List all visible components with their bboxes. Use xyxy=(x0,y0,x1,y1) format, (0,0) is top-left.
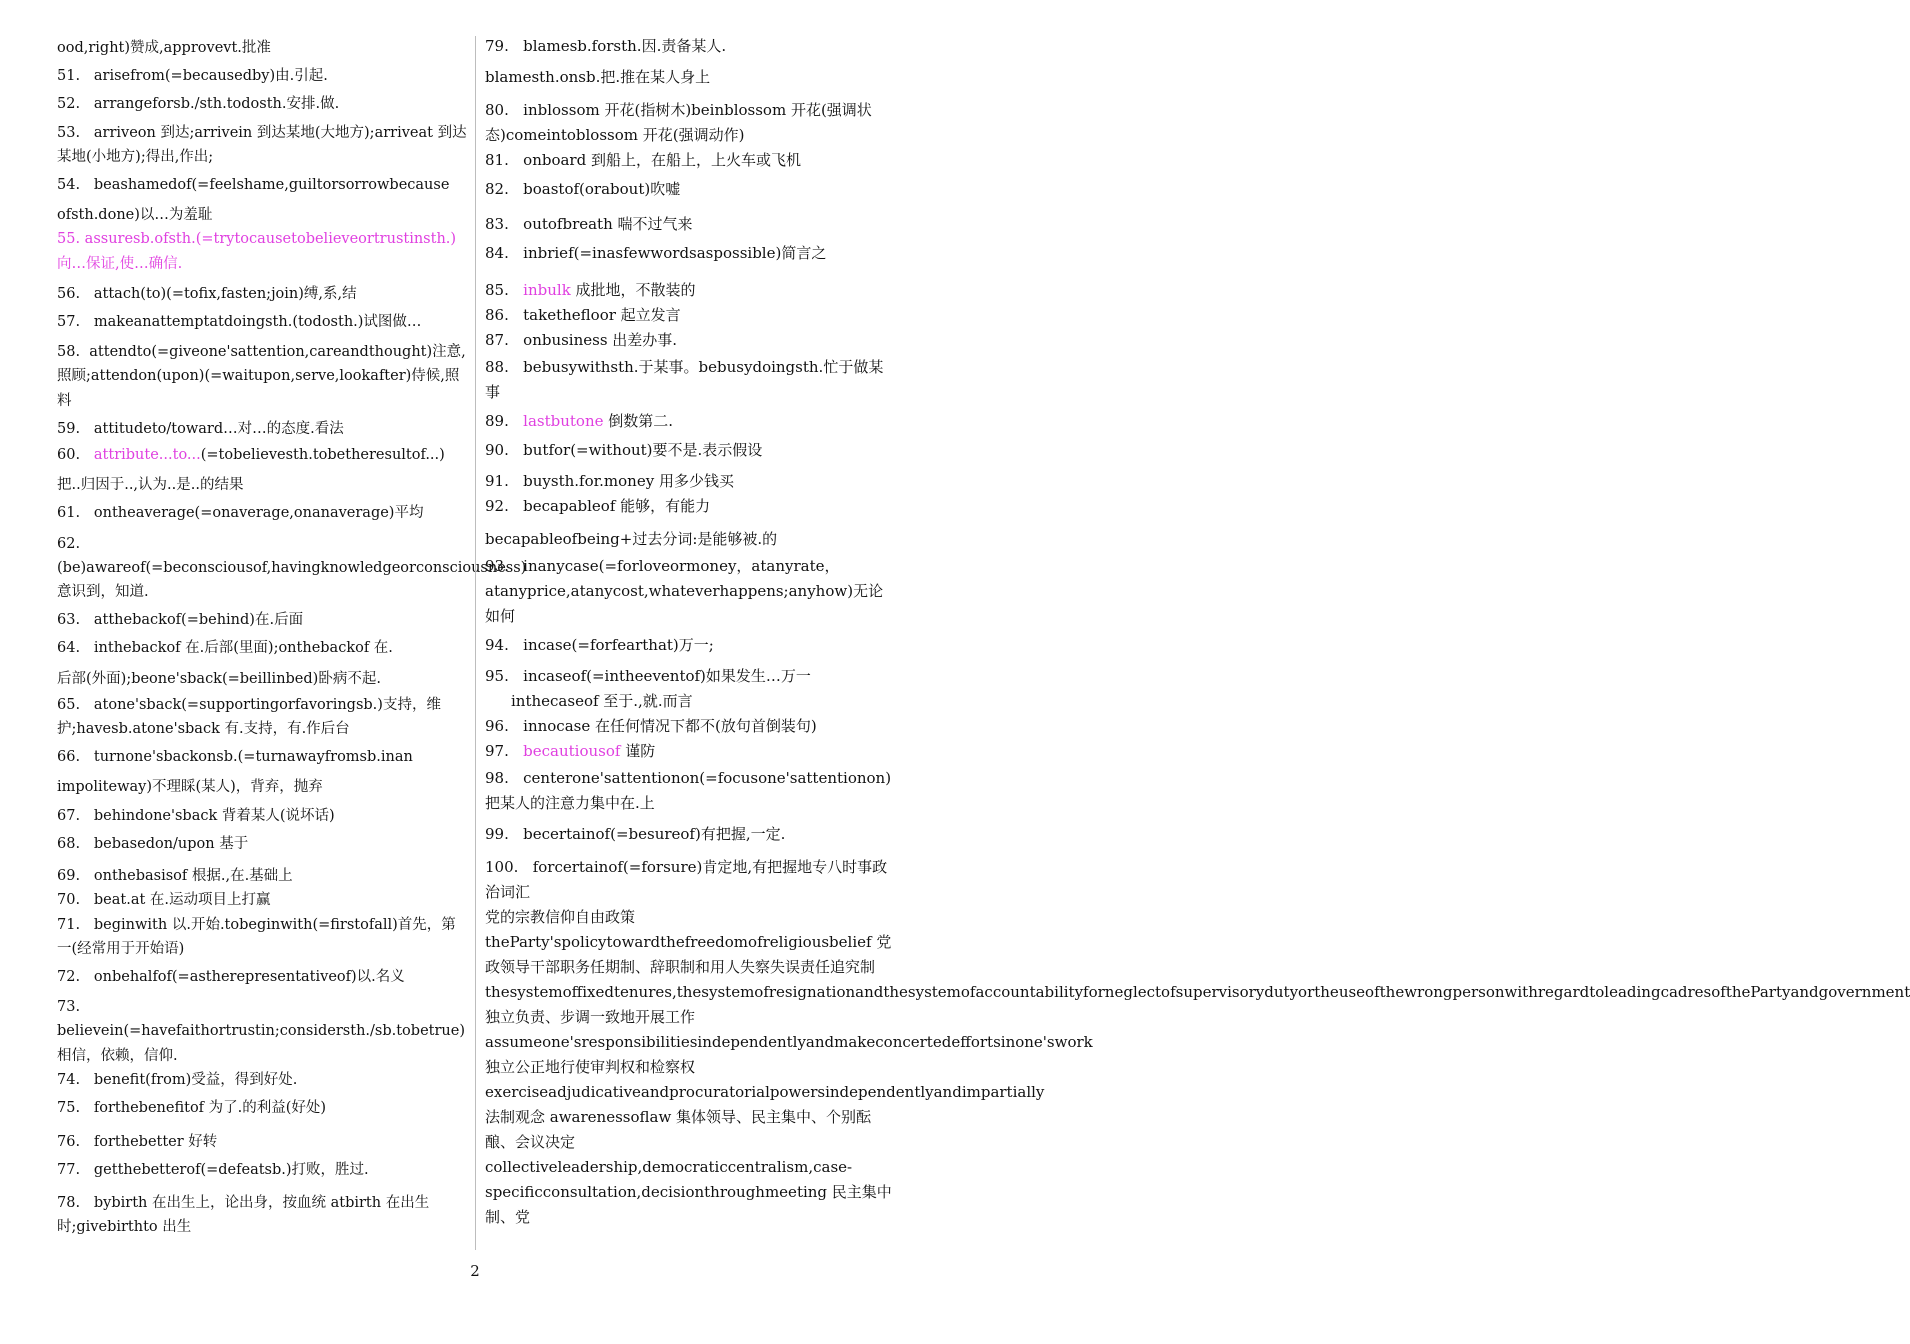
entry-text: 64. inthebackof 在.后部(里面);onthebackof 在. xyxy=(57,640,393,657)
entry-text: 94. incase(=forfearthat)万一; xyxy=(485,636,714,654)
vocab-entry xyxy=(485,822,895,847)
vocab-entry xyxy=(57,473,467,497)
vocab-entry xyxy=(57,636,467,660)
entry-text: 56. attach(to)(=tofix,fasten;join)缚,系,结 xyxy=(57,285,357,302)
entry-text: 91. buysth.for.money 用多少钱买 xyxy=(485,472,734,490)
vocab-entry xyxy=(485,438,895,463)
entry-text: 59. attitudeto/toward…对…的态度.看法 xyxy=(57,420,344,437)
entry-text: 58. attendto(=giveone'sattention,careandthought)注意,照顾;attendon(upon)(=waitupon,serve,lookafter)侍候,照料 xyxy=(57,344,466,409)
vocab-entry xyxy=(57,1068,467,1092)
entry-text: ood,right)赞成,approvevt.批准 xyxy=(57,40,271,56)
entry-number: 60. xyxy=(57,447,94,464)
entry-number: 89. xyxy=(485,412,524,430)
entry-text: theParty'spolicytowardthefreedomofreligiousbelief 党政领导干部职务任期制、辞职制和用人失察失误责任追究制 xyxy=(485,933,892,976)
vocab-entry xyxy=(485,34,895,59)
entry-text: 80. inblossom 开花(指树木)beinblossom 开花(强调状态)comeintoblossom 开花(强调动作) xyxy=(485,101,872,144)
entry-text: 84. inbrief(=inasfewwordsaspossible)简言之 xyxy=(485,244,827,262)
entry-number: 97. xyxy=(485,742,524,760)
entry-text: 76. forthebetter 好转 xyxy=(57,1134,218,1151)
entry-text: 70. beat.at 在.运动项目上打赢 xyxy=(57,892,271,909)
vocab-entry xyxy=(57,92,467,116)
vocab-entry xyxy=(485,65,895,90)
entry-text: 88. bebusywithsth.于某事。bebusydoingsth.忙于做某事 xyxy=(485,358,884,401)
vocab-entry xyxy=(57,36,467,60)
vocab-entry xyxy=(57,1130,467,1154)
entry-text: 71. beginwith 以.开始.tobeginwith(=firstofall)首先，第一(经常用于开始语) xyxy=(57,916,456,957)
entry-text: (=tobelievesth.tobetheresultof...) xyxy=(200,447,445,464)
entry-text: 69. onthebasisof 根据.,在.基础上 xyxy=(57,868,293,885)
vocab-entry xyxy=(485,1030,1098,1080)
vocab-entry xyxy=(485,469,895,494)
vocab-entry xyxy=(57,1191,467,1239)
vocab-entry xyxy=(57,913,467,961)
vocab-entry xyxy=(485,766,895,816)
vocab-entry xyxy=(485,494,895,519)
entry-text: 93. inanycase(=forloveormoney，atanyrate，atanyprice,atanycost,whateverhappens;anyhow)无论如何 xyxy=(485,557,884,625)
entry-number: 85. xyxy=(485,281,524,299)
vocab-entry xyxy=(57,443,467,467)
vocab-entry xyxy=(485,1080,1050,1155)
vocab-entry xyxy=(485,278,895,303)
entry-text: 51. arisefrom(=becausedby)由.引起. xyxy=(57,68,328,85)
vocab-entry xyxy=(485,664,895,689)
entry-text: 87. onbusiness 出差办事. xyxy=(485,331,678,349)
entry-text: 倒数第二. xyxy=(603,412,674,430)
vocab-entry xyxy=(485,633,895,658)
page-number: 2 xyxy=(470,1262,480,1280)
vocab-entry xyxy=(57,804,467,828)
entry-text: becapableofbeing+过去分词:是能够被.的 xyxy=(485,530,778,548)
entry-text: ofsth.done)以…为羞耻 xyxy=(57,207,213,224)
vocab-entry xyxy=(57,310,467,334)
highlighted-phrase: becautiousof xyxy=(523,742,621,760)
entry-text: 66. turnone'sbackonsb.(=turnawayfromsb.inan xyxy=(57,749,413,766)
vocab-entry xyxy=(57,965,467,989)
vocab-entry xyxy=(57,693,467,741)
vocab-entry xyxy=(485,527,895,552)
highlighted-phrase: 55. assuresb.ofsth.(=trytocausetobelieveortrustinsth.)向…保证,使…确信. xyxy=(57,231,457,272)
entry-text: blamesth.onsb.把.推在某人身上 xyxy=(485,68,711,86)
entry-text: 75. forthebenefitof 为了.的利益(好处) xyxy=(57,1099,327,1116)
right-column xyxy=(485,30,1910,1230)
vocab-entry xyxy=(57,745,467,769)
vocab-entry xyxy=(485,177,895,202)
entry-text: 52. arrangeforsb./sth.todosth.安排.做. xyxy=(57,96,340,113)
entry-text: 74. benefit(from)受益，得到好处. xyxy=(57,1071,298,1088)
entry-text: 96. innocase 在任何情况下都不(放句首倒装句) xyxy=(485,717,817,735)
vocab-entry xyxy=(485,739,895,764)
vocab-entry xyxy=(57,173,467,197)
vocab-entry xyxy=(485,930,895,980)
vocab-entry xyxy=(485,148,895,173)
entry-text: thesystemoffixedtenures,thesystemofresignationandthesystemofaccountabilityforneglectofsupervisorydutyortheuseofthewrongpersonwithregardtoleadingcadresofthePartyandgovernment 独立负责、步调一致地开展工作 xyxy=(485,983,1910,1026)
vocab-entry xyxy=(485,409,895,434)
vocab-entry xyxy=(485,303,895,328)
entry-text: 77. getthebetterof(=defeatsb.)打败，胜过. xyxy=(57,1162,369,1179)
vocab-entry xyxy=(485,554,895,629)
vocab-entry xyxy=(57,203,467,227)
highlighted-phrase: lastbutone xyxy=(523,412,604,430)
vocab-entry xyxy=(57,832,467,856)
entry-text: 63. atthebackof(=behind)在.后面 xyxy=(57,612,304,629)
vocab-entry xyxy=(485,1155,895,1230)
vocab-entry xyxy=(57,995,467,1068)
entry-text: 把..归因于..,认为..是..的结果 xyxy=(57,477,244,494)
vocab-entry xyxy=(57,227,467,275)
entry-text: inthecaseof 至于.,就.而言 xyxy=(511,692,693,710)
entry-text: 86. takethefloor 起立发言 xyxy=(485,306,681,324)
highlighted-phrase: attribute...to... xyxy=(93,447,201,464)
vocab-entry xyxy=(57,888,467,912)
entry-text: 53. arriveon 到达;arrivein 到达某地(大地方);arriveat 到达某地(小地方);得出,作出; xyxy=(57,124,467,165)
vocab-entry xyxy=(57,121,467,169)
entry-text: 95. incaseof(=intheeventof)如果发生…万一 xyxy=(485,667,811,685)
vocab-entry xyxy=(485,905,895,930)
entry-text: 83. outofbreath 喘不过气来 xyxy=(485,215,693,233)
entry-text: 62. (be)awareof(=beconsciousof,havingknowledgeorconsciousness)意识到，知道. xyxy=(57,535,527,601)
entry-text: 98. centerone'sattentionon(=focusone'sattentionon)把某人的注意力集中在.上 xyxy=(485,769,892,812)
vocab-entry xyxy=(57,282,467,306)
vocab-entry xyxy=(57,608,467,632)
entry-text: 81. onboard 到船上，在船上，上火车或飞机 xyxy=(485,151,801,169)
entry-text: 65. atone'sback(=supportingorfavoringsb.)支持，维护;havesb.atone'sback 有.支持，有.作后台 xyxy=(57,696,441,738)
entry-text: exerciseadjudicativeandprocuratorialpowersindependentlyandimpartially 法制观念 awarenessoflaw 集体领导、民主集中、个别酝酿、会议决定 xyxy=(485,1083,1050,1151)
entry-text: assumeone'sresponsibilitiesindependentlyandmakeconcertedeffortsinone'swork 独立公正地行使审判权和检察权 xyxy=(485,1033,1098,1076)
vocab-entry xyxy=(57,64,467,88)
vocab-entry xyxy=(485,855,895,905)
vocab-entry xyxy=(57,1096,467,1120)
entry-text: 82. boastof(orabout)吹嘘 xyxy=(485,180,681,198)
entry-text: collectiveleadership,democraticcentralism,case-specificconsultation,decisionthroughmeeting 民主集中制、党 xyxy=(485,1158,892,1226)
entry-text: 100. forcertainof(=forsure)肯定地,有把握地专八时事政治词汇 xyxy=(485,858,888,901)
entry-text: 73. believein(=havefaithortrustin;considersth./sb.tobetrue)相信，依赖，信仰. xyxy=(57,999,465,1064)
entry-text: 61. ontheaverage(=onaverage,onanaverage)平均 xyxy=(57,505,424,522)
entry-text: 99. becertainof(=besureof)有把握,一定. xyxy=(485,825,786,843)
entry-text: 成批地，不散装的 xyxy=(570,281,696,299)
entry-text: 党的宗教信仰自由政策 xyxy=(485,908,636,926)
entry-text: impoliteway)不理睬(某人)，背弃，抛弃 xyxy=(57,779,323,796)
vocab-entry xyxy=(57,340,467,413)
entry-text: 谨防 xyxy=(620,742,656,760)
vocab-entry xyxy=(57,532,527,605)
vocab-entry xyxy=(57,501,467,525)
vocab-entry xyxy=(485,980,1910,1030)
vocab-entry xyxy=(485,212,895,237)
vocab-entry xyxy=(485,328,895,353)
vocab-entry xyxy=(485,98,895,148)
entry-text: 78. bybirth 在出生上，论出身，按血统 atbirth 在出生时;givebirthto 出生 xyxy=(57,1194,430,1235)
vocab-entry xyxy=(57,667,467,691)
entry-text: 67. behindone'sback 背着某人(说坏话) xyxy=(57,807,335,824)
vocab-entry xyxy=(57,864,467,888)
entry-text: 54. beashamedof(=feelshame,guiltorsorrowbecause xyxy=(57,177,450,194)
entry-text: 92. becapableof 能够，有能力 xyxy=(485,497,711,515)
vocab-entry xyxy=(485,241,895,266)
entry-text: 57. makeanattemptatdoingsth.(todosth.)试图做… xyxy=(57,314,422,331)
vocab-entry xyxy=(485,355,895,405)
vocab-entry xyxy=(57,775,467,799)
vocab-entry xyxy=(485,689,895,714)
entry-text: 后部(外面);beone'sback(=beillinbed)卧病不起. xyxy=(57,670,381,687)
entry-text: 72. onbehalfof(=astherepresentativeof)以.名义 xyxy=(57,968,405,985)
vocab-entry xyxy=(57,417,467,441)
vocab-entry xyxy=(485,714,895,739)
entry-text: 90. butfor(=without)要不是.表示假设 xyxy=(485,441,763,459)
vocab-entry xyxy=(57,1158,467,1182)
entry-text: 68. bebasedon/upon 基于 xyxy=(57,835,249,852)
highlighted-phrase: inbulk xyxy=(523,281,571,299)
column-divider xyxy=(475,36,476,1250)
entry-text: 79. blamesb.forsth.因.责备某人. xyxy=(485,37,727,55)
